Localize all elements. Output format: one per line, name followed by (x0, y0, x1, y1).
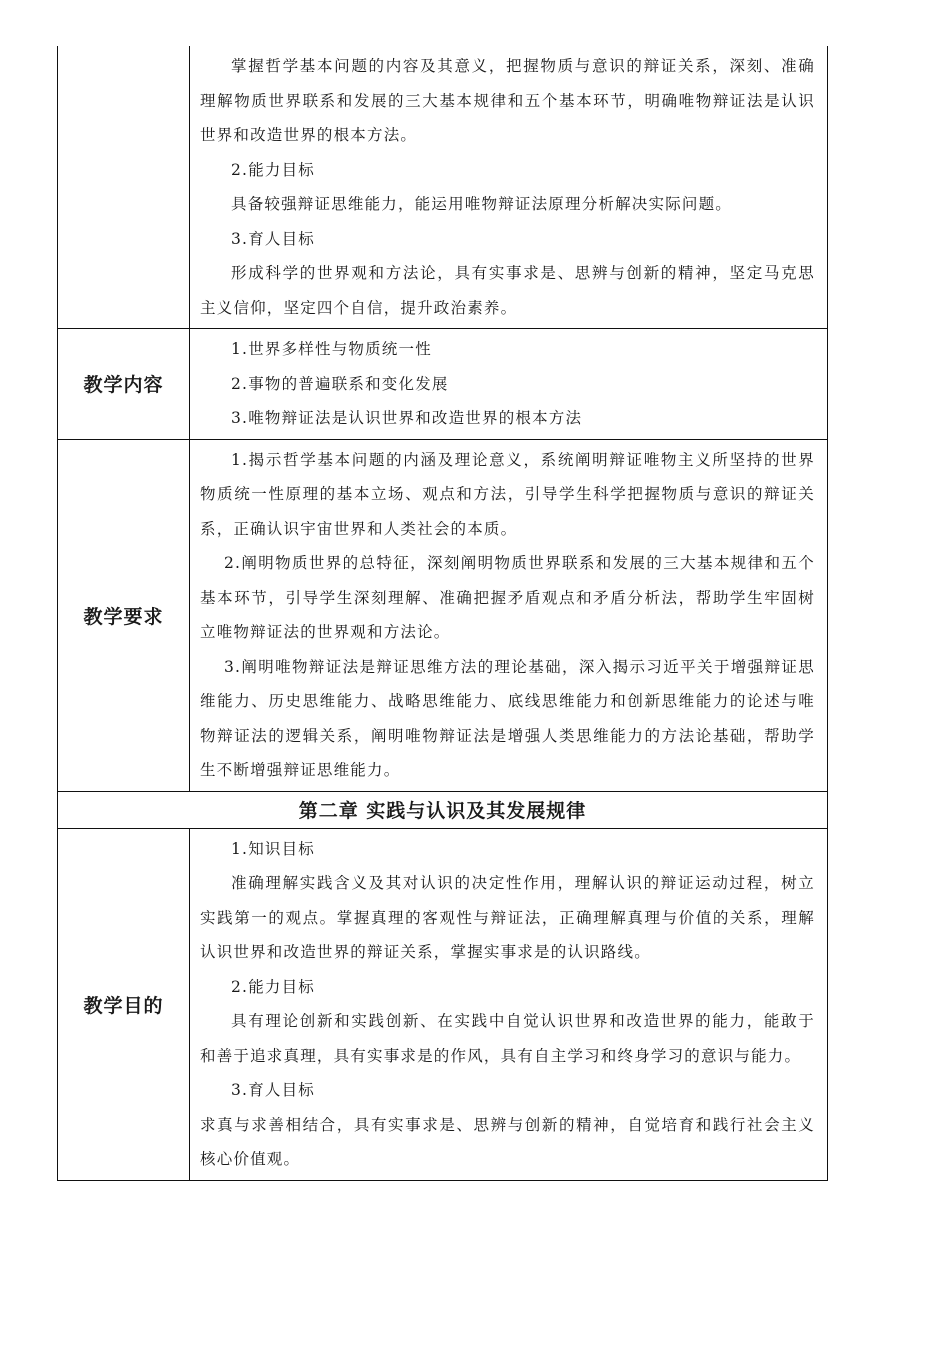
paragraph: 具有理论创新和实践创新、在实践中自觉认识世界和改造世界的能力，能敢于和善于追求真理，具有实事求是的作风，具有自主学习和终身学习的意识与能力。 (200, 1012, 815, 1065)
row-label-teaching-objectives: 教学目的 (58, 828, 190, 1180)
paragraph: 1.知识目标 (231, 839, 315, 858)
table-row (58, 828, 828, 1180)
paragraph: 1.世界多样性与物质统一性 (231, 340, 432, 358)
table-row (58, 791, 828, 828)
table-row (58, 439, 828, 791)
row-label-cell (58, 46, 190, 329)
paragraph: 1.揭示哲学基本问题的内涵及理论意义，系统阐明辩证唯物主义所坚持的世界物质统一性原理的基本立场、观点和方法，引导学生科学把握物质与意识的辩证关系，正确认识宇宙世界和人类社会的本质。 (200, 450, 815, 538)
row-label-teaching-content: 教学内容 (58, 329, 190, 440)
paragraph: 具备较强辩证思维能力，能运用唯物辩证法原理分析解决实际问题。 (231, 195, 733, 213)
table-row (58, 46, 828, 329)
paragraph: 3.唯物辩证法是认识世界和改造世界的根本方法 (231, 409, 583, 427)
paragraph: 形成科学的世界观和方法论，具有实事求是、思辨与创新的精神，坚定马克思主义信仰，坚定四个自信，提升政治素养。 (200, 264, 815, 317)
table-row (58, 329, 828, 440)
paragraph: 2.能力目标 (231, 977, 315, 996)
syllabus-table (57, 46, 828, 1181)
paragraph: 2.阐明物质世界的总特征，深刻阐明物质世界联系和发展的三大基本规律和五个基本环节，引导学生深刻理解、准确把握矛盾观点和矛盾分析法，帮助学生牢固树立唯物辩证法的世界观和方法论。 (200, 554, 815, 641)
teaching-requirements-cell (190, 439, 828, 791)
paragraph: 准确理解实践含义及其对认识的决定性作用，理解认识的辩证运动过程，树立实践第一的观点。掌握真理的客观性与辩证法，正确理解真理与价值的关系，理解认识世界和改造世界的辩证关系，掌握实事求是的认识路线。 (200, 874, 815, 961)
objectives-continued-cell (190, 46, 828, 329)
paragraph: 2.能力目标 (231, 160, 315, 179)
paragraph: 3.育人目标 (231, 229, 315, 248)
row-label-teaching-requirements: 教学要求 (58, 439, 190, 791)
paragraph: 求真与求善相结合，具有实事求是、思辨与创新的精神，自觉培育和践行社会主义核心价值观。 (200, 1115, 815, 1168)
teaching-objectives-cell (190, 828, 828, 1180)
teaching-content-cell (190, 329, 828, 440)
paragraph: 2.事物的普遍联系和变化发展 (231, 374, 449, 393)
paragraph: 掌握哲学基本问题的内容及其意义，把握物质与意识的辩证关系，深刻、准确理解物质世界联系和发展的三大基本规律和五个基本环节，明确唯物辩证法是认识世界和改造世界的根本方法。 (200, 57, 815, 144)
paragraph: 3.育人目标 (231, 1081, 315, 1099)
paragraph: 3.阐明唯物辩证法是辩证思维方法的理论基础，深入揭示习近平关于增强辩证思维能力、历史思维能力、战略思维能力、底线思维能力和创新思维能力的论述与唯物辩证法的逻辑关系，阐明唯物辩证法是增强人类思维能力的方法论基础，帮助学生不断增强辩证思维能力。 (200, 657, 815, 779)
chapter-heading: 第二章 实践与认识及其发展规律 (58, 791, 828, 828)
